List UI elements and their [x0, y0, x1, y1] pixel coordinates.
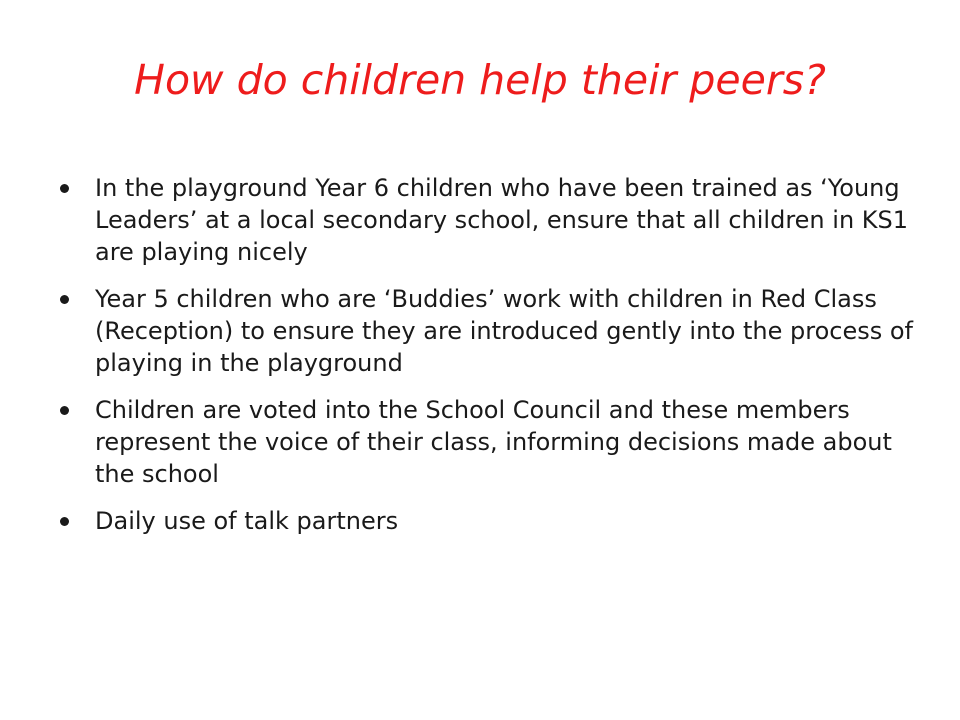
bullet-text: Children are voted into the School Council and these members represent the voice of their class, informing decisions made about the school [95, 396, 892, 488]
bullet-item-young-leaders [60, 172, 920, 268]
bullet-item-school-council [60, 394, 920, 490]
bullet-list [60, 172, 920, 552]
bullet-text: In the playground Year 6 children who have been trained as ‘Young Leaders’ at a local secondary school, ensure that all children in KS1 are playing nicely [95, 174, 909, 266]
bullet-dot-icon [60, 184, 69, 193]
bullet-item-talk-partners [60, 505, 920, 537]
bullet-text: Year 5 children who are ‘Buddies’ work with children in Red Class (Reception) to ensure they are introduced gently into the process of playing in the playground [95, 285, 914, 377]
bullet-dot-icon [60, 517, 69, 526]
bullet-dot-icon [60, 406, 69, 415]
bullet-dot-icon [60, 295, 69, 304]
bullet-text: Daily use of talk partners [95, 507, 399, 535]
bullet-item-buddies [60, 283, 920, 379]
slide-title: How do children help their peers? [134, 56, 826, 104]
